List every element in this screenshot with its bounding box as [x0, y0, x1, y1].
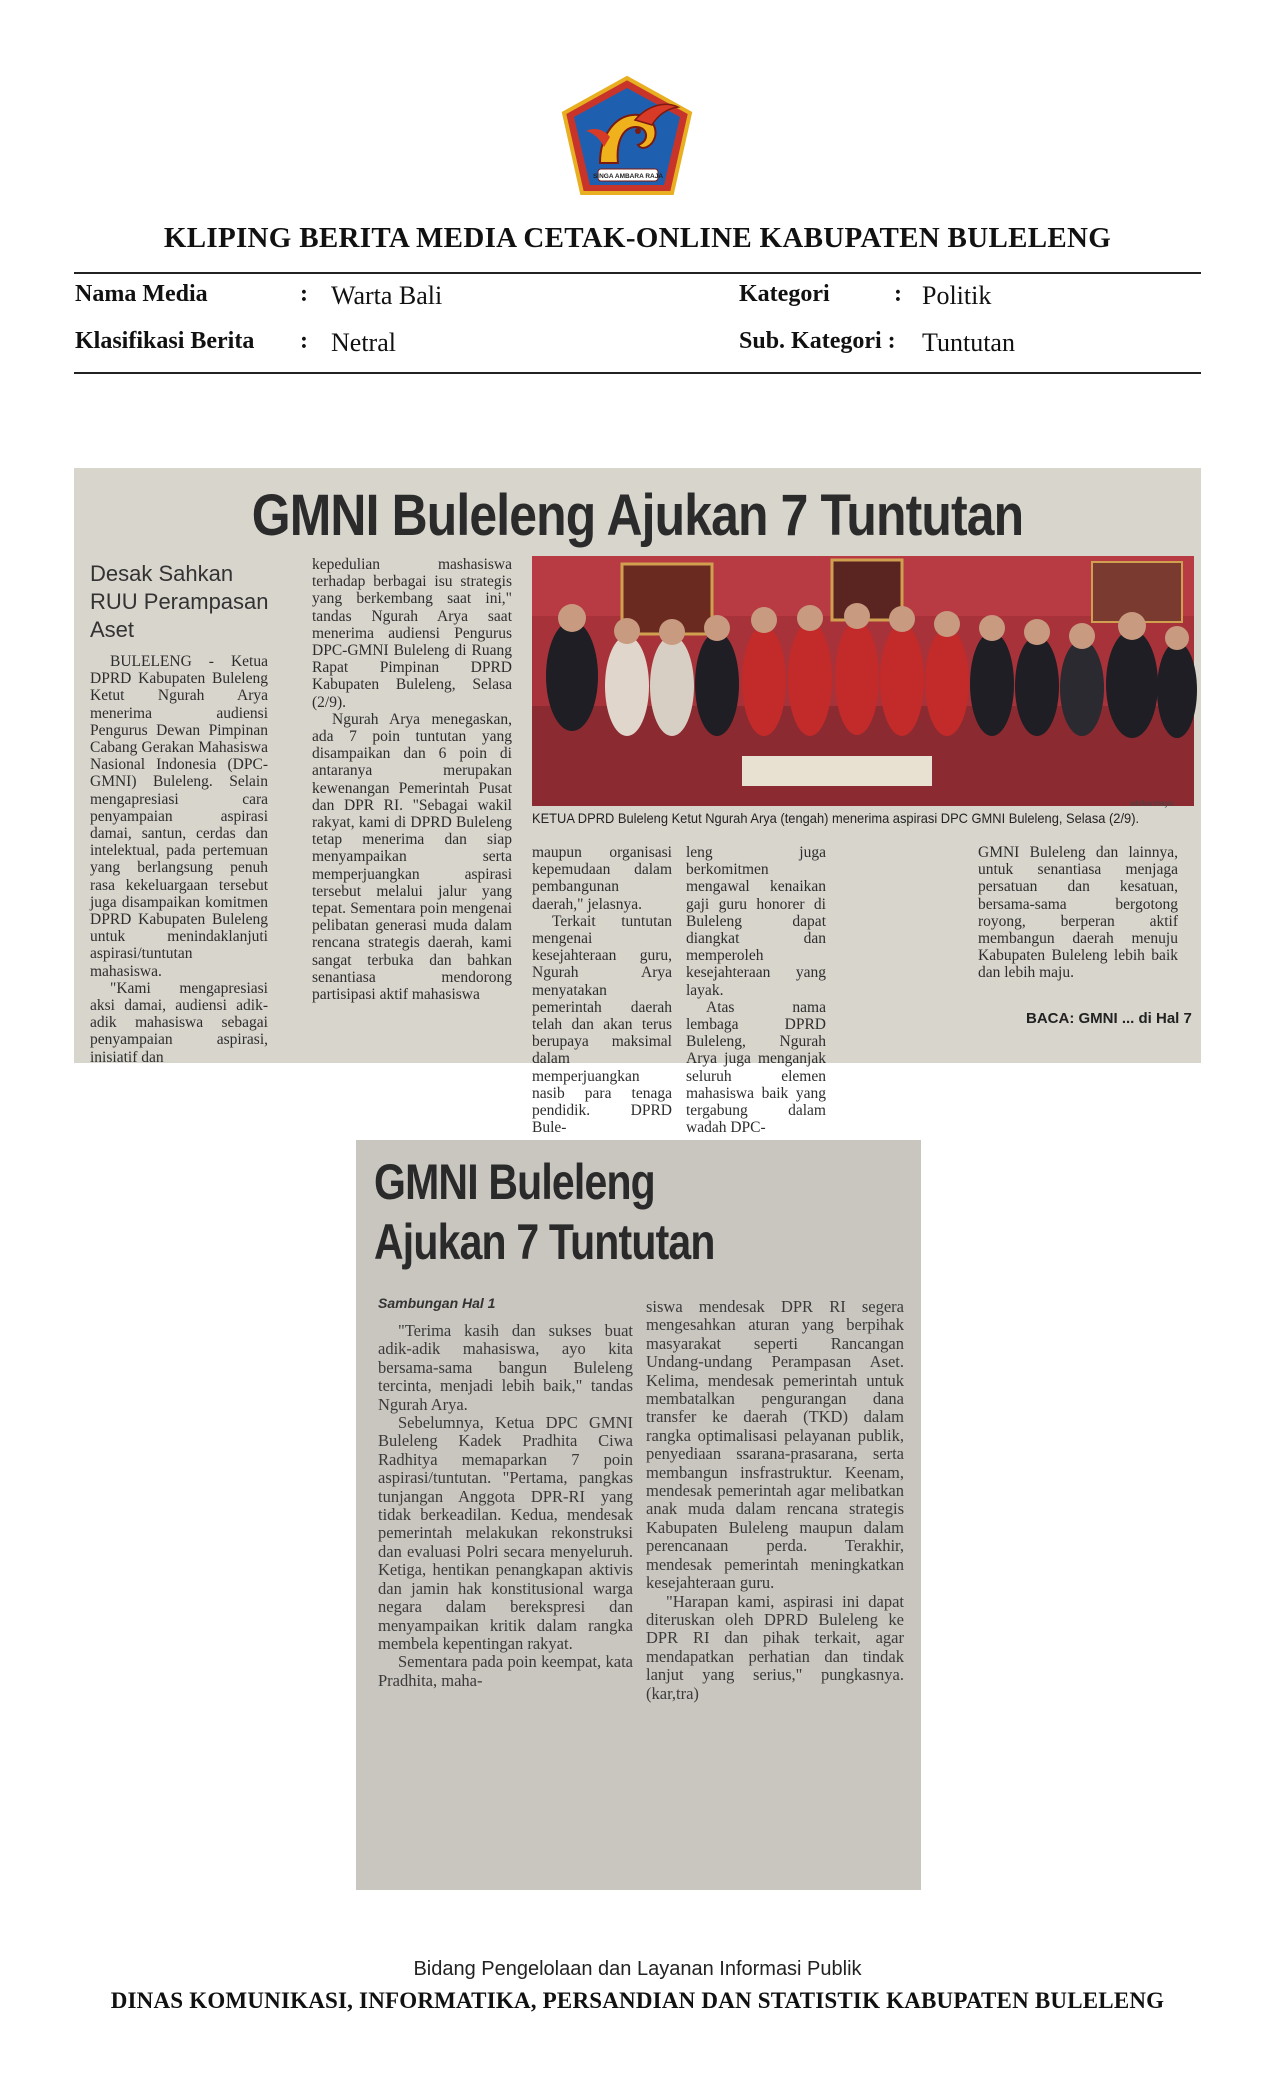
svg-text:SINGA AMBARA RAJA: SINGA AMBARA RAJA — [592, 173, 664, 180]
article-column-2 — [312, 556, 512, 1003]
article-column-5 — [978, 844, 1178, 982]
article-paragraph: Atas nama lembaga DPRD Buleleng, Ngurah Arya juga menganjak seluruh elemen mahasiswa baik yang tergabung dalam wadah DPC- — [686, 998, 826, 1137]
article-paragraph: "Terima kasih dan sukses buat adik-adik mahasiswa, ayo kita bersama-sama bangun Buleleng tercinta, menjadi lebih baik," tandas Ngurah Arya. — [378, 1321, 633, 1414]
article-paragraph: Sebelumnya, Ketua DPC GMNI Buleleng Kadek Pradhita Ciwa Radhitya memaparkan 7 poin aspirasi/tuntutan. "Pertama, pangkas tunjangan Anggota DPR-RI yang tidak berkeadilan. Kedua, mendesak pemerintah melakukan rekonstruksi dan evaluasi Polri secara menyeluruh. Ketiga, hentikan penangkapan aktivis dan jamin hak konstitusional warga negara dalam berekspresi dan menyampaikan kritik dalam rangka membela kepentingan rakyat. — [378, 1413, 633, 1653]
footer-title: DINAS KOMUNIKASI, INFORMATIKA, PERSANDIAN DAN STATISTIK KABUPATEN BULELENG — [110, 1988, 1165, 2013]
sub-kategori-label: Sub. Kategori : — [739, 328, 896, 354]
kategori-label: Kategori — [739, 281, 830, 307]
continuation-headline-line-2: Ajukan 7 Tuntutan — [374, 1214, 715, 1270]
article-paragraph: "Kami mengapresiasi aksi damai, audiensi adik-adik mahasiswa sebagai penyampaian aspirasi, inisiatif dan — [90, 979, 268, 1066]
klasifikasi-label: Klasifikasi Berita — [75, 328, 255, 354]
news-clipping-main — [74, 468, 1201, 1137]
continuation-label: Sambungan Hal 1 — [378, 1295, 496, 1311]
article-column-3 — [532, 844, 672, 1136]
continued-reference: BACA: GMNI ... di Hal 7 — [1026, 1010, 1192, 1027]
nama-media-colon: : — [300, 281, 308, 307]
article-paragraph: leng juga berkomitmen mengawal kenaikan gaji guru honorer di Buleleng dapat diangkat dan memperoleh kesejahteraan yang layak. — [686, 844, 826, 999]
continuation-column-2 — [646, 1298, 904, 1703]
news-photo — [532, 556, 1194, 806]
article-paragraph: maupun organisasi kepemudaan dalam pembangunan daerah," jelasnya. — [532, 844, 672, 913]
header-divider-bottom — [74, 372, 1201, 374]
article-column-4 — [686, 844, 826, 1136]
clipping-subheadline: Desak Sahkan RUU Perampasan Aset — [90, 561, 269, 642]
photo-caption: KETUA DPRD Buleleng Ketut Ngurah Arya (tengah) menerima aspirasi DPC GMNI Buleleng, Selasa (2/9). — [532, 810, 1140, 826]
article-paragraph: kepedulian mashasiswa terhadap berbagai isu strategis yang berkembang saat ini," tandas Ngurah Arya saat menerima audiensi Pengurus DPC-GMNI Buleleng di Ruang Rapat Pimpinan DPRD Kabupaten Buleleng, Selasa (2/9). — [312, 556, 512, 711]
continuation-headline-line-1: GMNI Buleleng — [374, 1154, 655, 1210]
article-paragraph: BULELENG - Ketua DPRD Kabupaten Buleleng Ketut Ngurah Arya menerima audiensi Pengurus Dewan Pimpinan Cabang Gerakan Mahasiswa Nasional Indonesia (DPC-GMNI) Buleleng. Selain mengapresiasi cara penyampaian aspirasi damai, santun, cerdas dan intelektual, pada pertemuan yang berlangsung penuh rasa kekeluargaan tersebut juga disampaikan komitmen DPRD Kabupaten Buleleng untuk menindaklanjuti aspirasi/tuntutan mahasiswa. — [90, 653, 268, 980]
document-title: KLIPING BERITA MEDIA CETAK-ONLINE KABUPATEN BULELENG — [163, 222, 1112, 254]
article-paragraph: siswa mendesak DPR RI segera mengesahkan aturan yang berpihak masyarakat seperti Rancangan Undang-undang Perampasan Aset. Kelima, mendesak pemerintah untuk membatalkan pengurangan dana transfer ke daerah (TKD) dalam rangka optimalisasi pelayanan publik, penyediaan ssarana-prasarana, serta membangun insfrastruktur. Keenam, mendesak pemerintah agar melibatkan anak muda dalam rencana strategis Kabupaten Buleleng maupun dalam perencanaan perda. Terakhir, mendesak pemerintah meningkatkan kesejahteraan guru. — [646, 1297, 904, 1593]
news-clipping-continuation — [356, 1140, 921, 1890]
article-paragraph: Terkait tuntutan mengenai kesejahteraan guru, Ngurah Arya menyatakan pemerintah daerah telah dan akan terus berupaya maksimal dalam memperjuangkan nasib para tenaga pendidik. DPRD Bule- — [532, 912, 672, 1137]
continuation-headline — [374, 1152, 715, 1272]
continuation-column-1 — [378, 1322, 633, 1690]
klasifikasi-colon: : — [300, 328, 308, 354]
nama-media-label: Nama Media — [75, 281, 208, 307]
kategori-colon: : — [894, 281, 902, 307]
kategori-value: Politik — [922, 281, 992, 310]
regency-logo — [560, 75, 695, 197]
article-column-1 — [90, 653, 268, 1066]
article-paragraph: Ngurah Arya menegaskan, ada 7 poin tuntutan yang disampaikan dan 6 poin di antaranya merupakan kewenangan Pemerintah Pusat dan DPR RI. "Sebagai wakil rakyat, kami di DPRD Buleleng tetap menerima dan siap menyampaikan serta memperjuangkan aspirasi tersebut melalui jalur yang tepat. Sementara poin mengenai pelibatan generasi muda dalam rencana strategis daerah, kami sangat terbuka dan bahkan senantiasa mendorong partisipasi aktif mahasiswa — [312, 710, 512, 1004]
article-paragraph: Sementara pada poin keempat, kata Pradhita, maha- — [378, 1652, 633, 1690]
sub-kategori-value: Tuntutan — [922, 328, 1015, 357]
nama-media-value: Warta Bali — [331, 281, 443, 310]
photo-credit: wb/karmaya — [1130, 799, 1174, 808]
footer-subtitle: Bidang Pengelolaan dan Layanan Informasi Publik — [413, 1958, 862, 1980]
clipping-headline: GMNI Buleleng Ajukan 7 Tuntutan — [251, 483, 1024, 548]
article-paragraph: GMNI Buleleng dan lainnya, untuk senantiasa menjaga persatuan dan kesatuan, bersama-sama bergotong royong, berperan aktif membangun daerah menuju Kabupaten Buleleng lebih baik dan lebih maju. — [978, 844, 1178, 982]
klasifikasi-value: Netral — [331, 328, 396, 357]
header-divider-top — [74, 272, 1201, 274]
article-paragraph: "Harapan kami, aspirasi ini dapat diteruskan oleh DPRD Buleleng ke DPR RI dan pihak terkait, agar mendapatkan perhatian dan tindak lanjut yang serius," pungkasnya. (kar,tra) — [646, 1591, 904, 1703]
